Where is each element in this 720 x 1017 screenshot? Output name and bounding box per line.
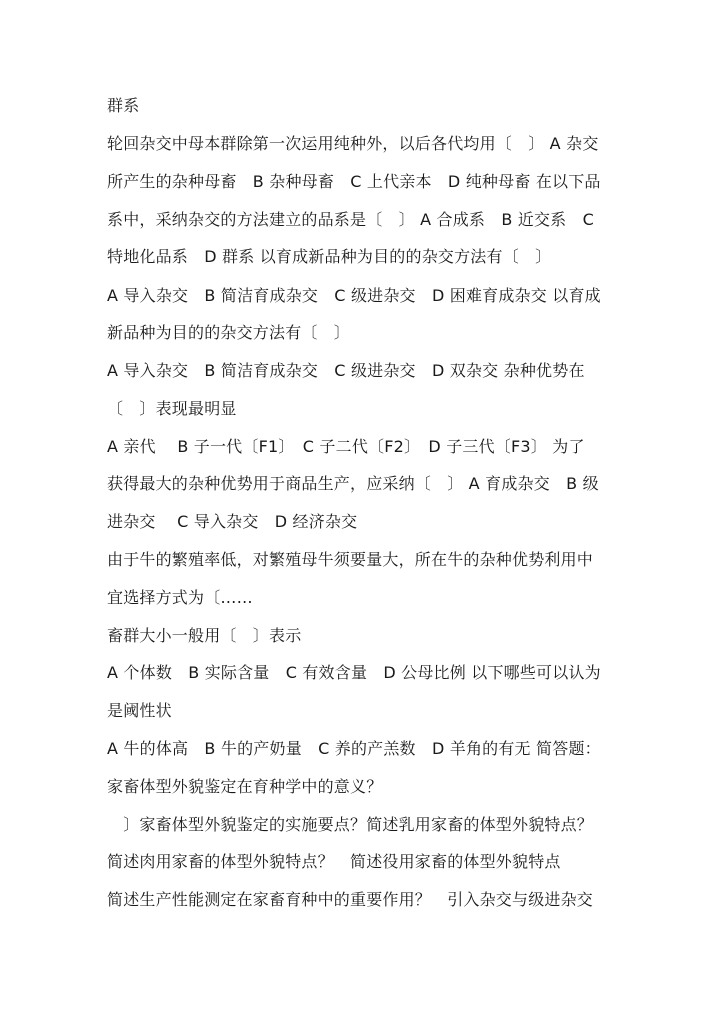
text-line: 群系 xyxy=(107,96,140,115)
text-line: 系中，采纳杂交的方法建立的品系是〔 〕 A 合成系 B 近交系 C xyxy=(107,210,594,229)
text-line: 轮回杂交中母本群除第一次运用纯种外，以后各代均用〔 〕 A 杂交 xyxy=(107,134,599,153)
text-line: 是阈性状 xyxy=(107,701,172,720)
text-line: 〔 〕表现最明显 xyxy=(107,399,237,418)
text-line: 简述肉用家畜的体型外貌特点？ 简述役用家畜的体型外貌特点 xyxy=(107,852,561,871)
text-line: 特地化品系 D 群系 以育成新品种为目的的杂交方法有〔 〕 xyxy=(107,247,552,266)
text-line: 家畜体型外貌鉴定在育种学中的意义？ xyxy=(107,777,383,796)
text-line: 新品种为目的的杂交方法有〔 〕 xyxy=(107,323,351,342)
text-line: 由于牛的繁殖率低，对繁殖母牛须要量大，所在牛的杂种优势利用中 xyxy=(107,550,594,569)
text-line: A 导入杂交 B 简洁育成杂交 C 级进杂交 D 双杂交 杂种优势在 xyxy=(107,361,585,380)
text-line: A 亲代 B 子一代〔F1〕 C 子二代〔F2〕 D 子三代〔F3〕 为了 xyxy=(107,437,585,456)
text-line: 〕家畜体型外貌鉴定的实施要点？简述乳用家畜的体型外貌特点？ xyxy=(107,815,594,834)
text-line: 所产生的杂种母畜 B 杂种母畜 C 上代亲本 D 纯种母畜 在以下品 xyxy=(107,172,601,191)
text-line: A 导入杂交 B 简洁育成杂交 C 级进杂交 D 困难育成杂交 以育成 xyxy=(107,286,601,305)
text-line: 宜选择方式为〔…… xyxy=(107,588,253,607)
text-line: 获得最大的杂种优势用于商品生产，应采纳〔 〕 A 育成杂交 B 级 xyxy=(107,474,599,493)
text-line: A 牛的体高 B 牛的产奶量 C 养的产羔数 D 羊角的有无 简答题： xyxy=(107,739,601,758)
text-line: 进杂交 C 导入杂交 D 经济杂交 xyxy=(107,512,358,531)
text-line: 简述生产性能测定在家畜育种中的重要作用？ 引入杂交与级进杂交 xyxy=(107,890,594,909)
text-line: A 个体数 B 实际含量 C 有效含量 D 公母比例 以下哪些可以认为 xyxy=(107,663,601,682)
text-line: 畜群大小一般用〔 〕表示 xyxy=(107,626,302,645)
